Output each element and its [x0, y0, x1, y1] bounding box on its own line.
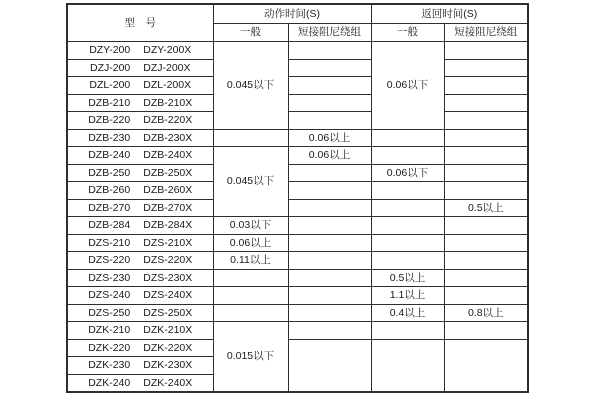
- model-cell: [67, 357, 213, 375]
- action-damped-cell: [288, 77, 371, 95]
- return-damped-cell: [444, 42, 528, 60]
- model-pair: [68, 98, 213, 109]
- action-damped-cell: [288, 59, 371, 77]
- action-damped-cell: [288, 269, 371, 287]
- model-cell: [67, 77, 213, 95]
- table-row: [67, 164, 528, 182]
- model-cell: [67, 147, 213, 165]
- model-name-x: DZY-200X: [143, 44, 192, 56]
- action-damped-cell: [288, 252, 371, 270]
- model-name-x: DZB-270X: [143, 201, 193, 214]
- model-name-x: DZB-240X: [143, 149, 193, 161]
- table-row: [67, 322, 528, 340]
- model-cell: [67, 339, 213, 357]
- model-name: DZB-260: [88, 184, 131, 196]
- model-pair: [68, 308, 213, 319]
- model-pair: [68, 150, 213, 161]
- action-damped-cell: [288, 339, 371, 392]
- action-damped-cell: [288, 112, 371, 130]
- action-damped-cell: [288, 164, 371, 182]
- model-cell: [67, 269, 213, 287]
- return-damped-cell: [444, 287, 528, 305]
- model-name-x: DZS-220X: [143, 254, 193, 266]
- return-general-cell: [371, 199, 444, 217]
- model-pair: [68, 63, 213, 74]
- model-name-x: DZB-284X: [143, 219, 193, 231]
- col-header-action-damped: 短接阻尼绕组: [288, 23, 371, 42]
- action-general-cell: [213, 129, 288, 147]
- model-pair: [68, 325, 213, 336]
- model-pair: [68, 133, 213, 144]
- col-header-return-time: 返回时间(S): [371, 4, 528, 23]
- table-row: [67, 77, 528, 95]
- action-general-cell: 0.03以下: [213, 217, 288, 235]
- action-general-cell: 0.045以下: [213, 147, 288, 217]
- model-pair: [68, 45, 213, 56]
- model-name-x: DZK-230X: [143, 359, 193, 371]
- model-cell: [67, 182, 213, 200]
- return-damped-cell: 0.8以上: [444, 304, 528, 322]
- model-pair: [68, 115, 213, 126]
- table-row: [67, 269, 528, 287]
- return-damped-cell: [444, 182, 528, 200]
- return-general-cell: [371, 182, 444, 200]
- model-pair: [68, 238, 213, 249]
- model-name-x: DZS-210X: [143, 236, 193, 249]
- col-header-action-general: 一般: [213, 23, 288, 42]
- action-damped-cell: [288, 42, 371, 60]
- model-pair: [68, 343, 213, 354]
- model-name-x: DZS-230X: [143, 271, 193, 284]
- return-general-cell: 0.4以上: [371, 304, 444, 322]
- return-general-cell: 1.1以上: [371, 287, 444, 305]
- table-row: [67, 182, 528, 200]
- model-name: DZB-240: [88, 149, 131, 161]
- return-damped-cell: [444, 112, 528, 130]
- model-name: DZS-220: [88, 254, 131, 266]
- model-cell: [67, 94, 213, 112]
- model-name: DZB-250: [88, 166, 131, 179]
- table-row: [67, 112, 528, 130]
- action-general-cell: [213, 269, 288, 287]
- model-cell: [67, 129, 213, 147]
- model-name: DZS-250: [88, 306, 131, 319]
- model-pair: [68, 360, 213, 371]
- return-general-cell: [371, 339, 444, 392]
- model-name-x: DZB-260X: [143, 184, 193, 196]
- return-damped-cell: [444, 129, 528, 147]
- table-row: [67, 234, 528, 252]
- return-general-cell: [371, 322, 444, 340]
- action-damped-cell: [288, 287, 371, 305]
- model-cell: [67, 234, 213, 252]
- action-damped-cell: [288, 94, 371, 112]
- model-name: DZS-230: [88, 271, 131, 284]
- action-damped-cell: [288, 182, 371, 200]
- action-general-cell: 0.06以上: [213, 234, 288, 252]
- action-damped-cell: 0.06以上: [288, 129, 371, 147]
- model-name: DZL-200: [89, 79, 131, 91]
- action-damped-cell: [288, 234, 371, 252]
- return-general-cell: 0.06以下: [371, 164, 444, 182]
- model-cell: [67, 252, 213, 270]
- return-damped-cell: [444, 59, 528, 77]
- model-name: DZY-200: [89, 44, 131, 56]
- model-pair: [68, 378, 213, 389]
- model-name: DZK-220: [88, 341, 131, 354]
- table-row: [67, 217, 528, 235]
- table-row: [67, 147, 528, 165]
- model-cell: [67, 287, 213, 305]
- return-general-cell: 0.5以上: [371, 269, 444, 287]
- model-pair: [68, 290, 213, 301]
- model-name: DZS-210: [88, 236, 131, 249]
- table-row: [67, 304, 528, 322]
- model-name-x: DZK-210X: [143, 324, 193, 336]
- return-general-cell: [371, 217, 444, 235]
- model-name-x: DZJ-200X: [143, 61, 191, 74]
- col-header-action-time: 动作时间(S): [213, 4, 371, 23]
- model-name: DZB-210: [88, 96, 131, 109]
- model-name-x: DZS-250X: [143, 306, 193, 319]
- action-damped-cell: 0.06以上: [288, 147, 371, 165]
- model-cell: [67, 374, 213, 392]
- table-row: [67, 42, 528, 60]
- action-damped-cell: [288, 322, 371, 340]
- action-general-cell: 0.11以上: [213, 252, 288, 270]
- model-name: DZK-230: [88, 359, 131, 371]
- col-header-model: 型 号: [67, 4, 213, 42]
- return-damped-cell: [444, 269, 528, 287]
- model-name: DZS-240: [88, 289, 131, 301]
- return-damped-cell: [444, 77, 528, 95]
- table-row: [67, 252, 528, 270]
- return-general-cell: 0.06以下: [371, 42, 444, 130]
- model-cell: [67, 112, 213, 130]
- return-damped-cell: [444, 234, 528, 252]
- header-row-groups: [67, 4, 528, 23]
- action-general-cell: 0.045以下: [213, 42, 288, 130]
- model-name-x: DZK-220X: [143, 341, 193, 354]
- model-pair: [68, 80, 213, 91]
- model-name-x: DZK-240X: [143, 376, 193, 389]
- table-body: [67, 42, 528, 393]
- model-cell: [67, 304, 213, 322]
- model-pair: [68, 255, 213, 266]
- model-pair: [68, 203, 213, 214]
- model-name: DZB-230: [88, 131, 131, 144]
- model-cell: [67, 199, 213, 217]
- table-header: [67, 4, 528, 42]
- return-general-cell: [371, 234, 444, 252]
- action-damped-cell: [288, 217, 371, 235]
- model-cell: [67, 322, 213, 340]
- model-cell: [67, 217, 213, 235]
- model-name-x: DZB-220X: [143, 114, 193, 126]
- return-damped-cell: [444, 94, 528, 112]
- action-general-cell: 0.015以下: [213, 322, 288, 393]
- action-damped-cell: [288, 304, 371, 322]
- model-name: DZB-220: [88, 114, 131, 126]
- model-name-x: DZB-230X: [143, 131, 193, 144]
- col-header-return-general: 一般: [371, 23, 444, 42]
- return-damped-cell: 0.5以上: [444, 199, 528, 217]
- model-pair: [68, 168, 213, 179]
- model-name-x: DZL-200X: [143, 79, 192, 91]
- table-row: [67, 94, 528, 112]
- model-pair: [68, 220, 213, 231]
- model-name: DZB-270: [88, 201, 131, 214]
- return-general-cell: [371, 129, 444, 147]
- action-general-cell: [213, 304, 288, 322]
- model-cell: [67, 59, 213, 77]
- model-name: DZK-240: [88, 376, 131, 389]
- table-row: [67, 59, 528, 77]
- model-cell: [67, 42, 213, 60]
- action-general-cell: [213, 287, 288, 305]
- return-damped-cell: [444, 147, 528, 165]
- return-damped-cell: [444, 217, 528, 235]
- return-general-cell: [371, 252, 444, 270]
- table-row: [67, 287, 528, 305]
- model-name: DZJ-200: [89, 61, 131, 74]
- return-damped-cell: [444, 252, 528, 270]
- action-damped-cell: [288, 199, 371, 217]
- model-name-x: DZB-210X: [143, 96, 193, 109]
- return-damped-cell: [444, 164, 528, 182]
- col-header-return-damped: 短接阻尼绕组: [444, 23, 528, 42]
- model-name-x: DZB-250X: [143, 166, 193, 179]
- spec-table: [66, 3, 529, 393]
- table-row: [67, 199, 528, 217]
- return-damped-cell: [444, 322, 528, 340]
- model-name: DZB-284: [88, 219, 131, 231]
- table-row: [67, 129, 528, 147]
- return-general-cell: [371, 147, 444, 165]
- model-name: DZK-210: [88, 324, 131, 336]
- model-cell: [67, 164, 213, 182]
- model-pair: [68, 273, 213, 284]
- return-damped-cell: [444, 339, 528, 392]
- model-pair: [68, 185, 213, 196]
- table-row: [67, 339, 528, 357]
- model-name-x: DZS-240X: [143, 289, 193, 301]
